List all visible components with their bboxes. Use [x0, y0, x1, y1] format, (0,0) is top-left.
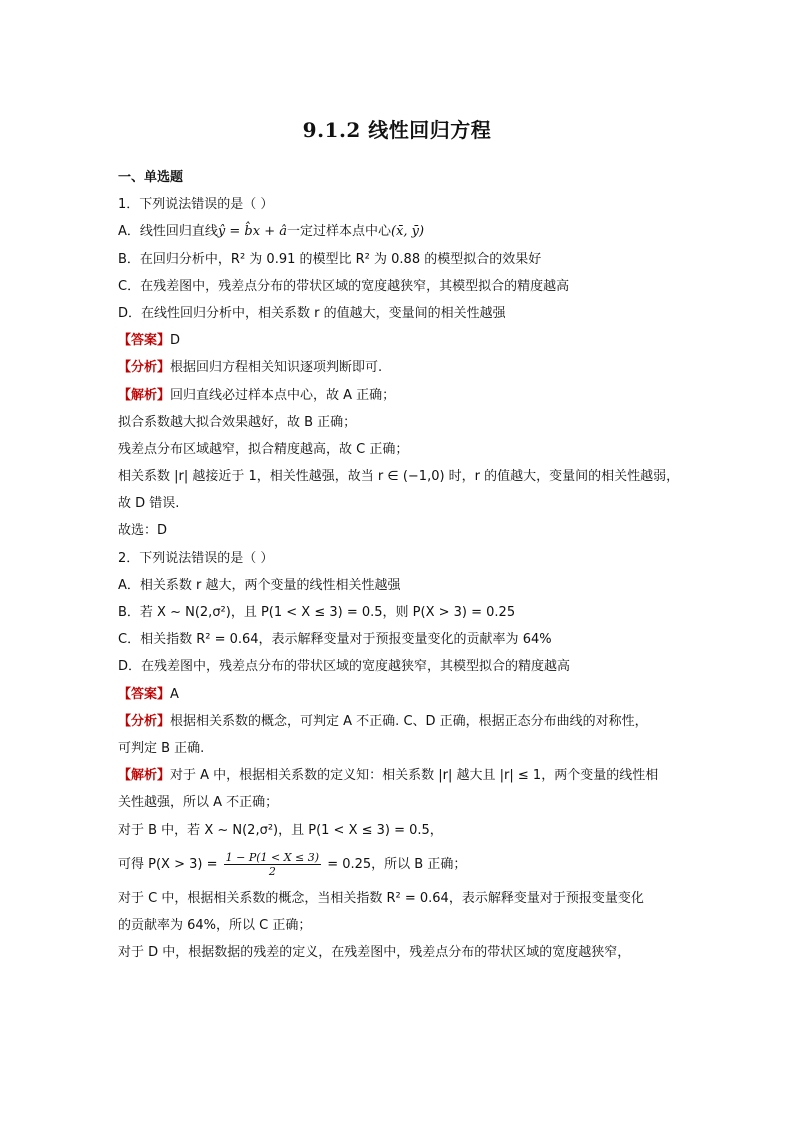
q1-solution-4: 相关系数 |r| 越接近于 1，相关性越强，故当 r ∈ (−1,0) 时，r 的值越大，变量间的相关性越弱，	[118, 469, 680, 485]
q1-option-a-formula: ŷ = b̂x + â	[217, 224, 287, 240]
q1-solution-3: 残差点分布区域越窄，拟合精度越高，故 C 正确；	[118, 441, 409, 457]
q2-option-a: A．相关系数 r 越大，两个变量的线性相关性越强	[118, 577, 401, 593]
q1-solution-6: 故选：D	[118, 523, 168, 539]
q2-answer	[118, 687, 684, 703]
q1-option-a	[118, 224, 684, 240]
q2-option-c: C．相关指数 R² = 0.64，表示解释变量对于预报变量变化的贡献率为 64%	[118, 632, 552, 648]
analysis-tag: 【分析】	[118, 360, 171, 376]
q2-option-b: B．若 X ~ N(2,σ²)，且 P(1 < X ≤ 3) = 0.5，则 P(X > 3) = 0.25	[118, 605, 516, 620]
q1-option-a-suffix: 一定过样本点中心	[286, 224, 391, 240]
q2-analysis-1	[118, 714, 684, 730]
document-body	[118, 170, 684, 972]
fraction-numerator: 1 − P(1 < X ≤ 3)	[225, 850, 320, 864]
q2-solution-4-suffix: = 0.25，所以 B 正确；	[323, 856, 467, 872]
q1-option-c: C．在残差图中，残差点分布的带状区域的宽度越狭窄，其模型拟合的精度越高	[118, 278, 570, 294]
q2-stem: 2．下列说法错误的是（ ）	[118, 550, 274, 566]
q1-option-b: B．在回归分析中，R² 为 0.91 的模型比 R² 为 0.88 的模型拟合的效果好	[118, 251, 542, 267]
q2-solution-1	[118, 768, 684, 784]
page-title: 9.1.2 线性回归方程	[302, 118, 492, 142]
q1-stem: 1．下列说法错误的是（ ）	[118, 197, 274, 213]
fraction	[224, 851, 321, 878]
q2-option-d: D．在残差图中，残差点分布的带状区域的宽度越狭窄，其模型拟合的精度越高	[118, 659, 571, 675]
analysis-tag: 【分析】	[118, 713, 171, 729]
q1-analysis-text: 根据回归方程相关知识逐项判断即可.	[170, 360, 383, 376]
q2-solution-text: 对于 A 中，根据相关系数的定义知：相关系数 |r| 越大且 |r| ≤ 1，两个变量的线性相	[170, 768, 659, 784]
fraction-denominator: 2	[268, 864, 276, 878]
answer-tag: 【答案】	[118, 686, 171, 702]
q2-solution-7: 对于 D 中，根据数据的残差的定义，在残差图中，残差点分布的带状区域的宽度越狭窄，	[118, 945, 631, 961]
q2-solution-6: 的贡献率为 64%，所以 C 正确；	[118, 918, 312, 934]
q1-answer-value: D	[170, 333, 181, 349]
solution-tag: 【解析】	[118, 387, 171, 403]
q2-solution-2: 关性越强，所以 A 不正确；	[118, 795, 279, 811]
q2-solution-5: 对于 C 中，根据相关系数的概念，当相关指数 R² = 0.64，表示解释变量对于预报变量变化	[118, 890, 644, 906]
q2-answer-value: A	[170, 686, 179, 702]
q1-option-a-center: (x̄, ȳ)	[390, 224, 425, 240]
q2-analysis-text: 根据相关系数的概念，可判定 A 不正确. C、D 正确，根据正态分布曲线的对称性，	[170, 713, 648, 729]
q1-answer	[118, 333, 684, 349]
answer-tag: 【答案】	[118, 333, 171, 349]
q1-solution-2: 拟合系数越大拟合效果越好，故 B 正确；	[118, 414, 357, 430]
solution-tag: 【解析】	[118, 768, 171, 784]
q1-option-a-text: A．线性回归直线	[118, 224, 218, 240]
section-heading: 一、单选题	[118, 170, 184, 185]
q1-option-d: D．在线性回归分析中，相关系数 r 的值越大，变量间的相关性越强	[118, 305, 506, 321]
q2-solution-4-prefix: 可得 P(X > 3) =	[118, 856, 222, 872]
q2-analysis-2: 可判定 B 正确.	[118, 740, 205, 756]
q1-solution-text: 回归直线必过样本点中心，故 A 正确；	[170, 387, 396, 403]
q1-solution-1	[118, 388, 684, 404]
q1-solution-5: 故 D 错误.	[118, 496, 180, 512]
q2-solution-3: 对于 B 中，若 X ~ N(2,σ²)，且 P(1 < X ≤ 3) = 0.5，	[118, 822, 443, 838]
q1-analysis	[118, 360, 684, 376]
q2-solution-4	[118, 850, 684, 880]
